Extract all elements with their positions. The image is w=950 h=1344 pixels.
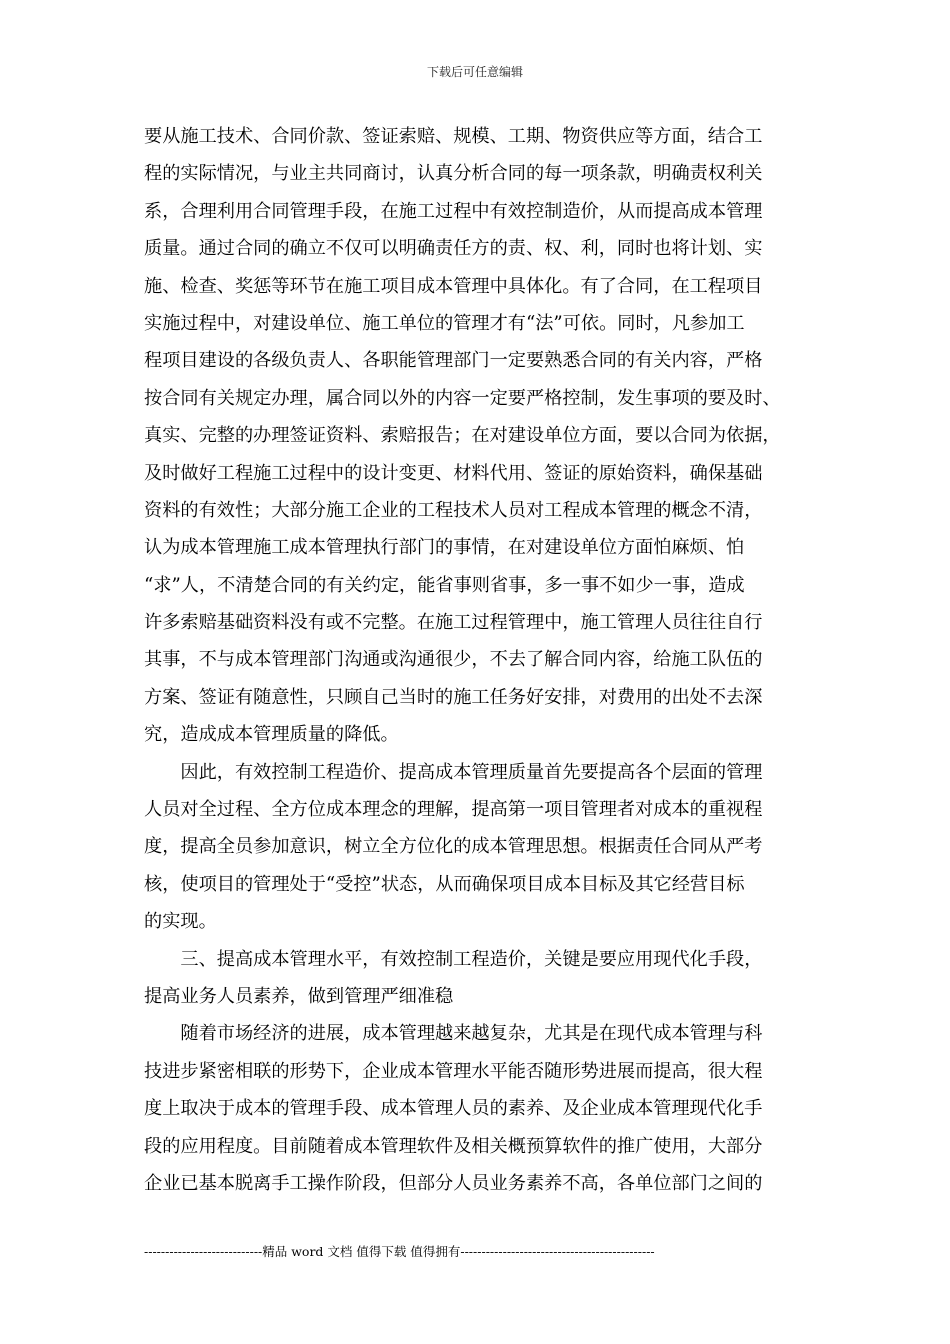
text-line: 认为成本管理施工成本管理执行部门的事情，在对建设单位方面怕麻烦、怕 <box>144 537 745 559</box>
section-heading-line: 三、提高成本管理水平，有效控制工程造价，关键是要应用现代化手段， <box>144 948 763 970</box>
text-line: 企业已基本脱离手工操作阶段，但部分人员业务素养不高，各单位部门之间的 <box>144 1172 763 1194</box>
text-line: 度，提高全员参加意识，树立全方位化的成本管理思想。根据责任合同从严考 <box>144 836 763 858</box>
text-line: 究，造成成本管理质量的降低。 <box>144 724 399 746</box>
paragraph-start-line: 随着市场经济的进展，成本管理越来越复杂，尤其是在现代成本管理与科 <box>144 1023 763 1045</box>
text-line: 真实、完整的办理签证资料、索赔报告；在对建设单位方面，要以合同为依据， <box>144 425 781 447</box>
text-line: 要从施工技术、合同价款、签证索赔、规模、工期、物资供应等方面，结合工 <box>144 126 763 147</box>
text-line: 系，合理利用合同管理手段，在施工过程中有效控制造价，从而提高成本管理 <box>144 200 763 222</box>
text-line: 实施过程中，对建设单位、施工单位的管理才有“法”可依。同时，凡参加工 <box>144 312 745 334</box>
page-footer: ----------------------------精品 word 文档 值得下载 值得拥有---------------------------------------------- <box>144 1244 655 1259</box>
text-line: 技进步紧密相联的形势下，企业成本管理水平能否随形势进展而提高，很大程 <box>144 1060 763 1082</box>
text-line: 程的实际情况，与业主共同商讨，认真分析合同的每一项条款，明确责权利关 <box>144 163 763 185</box>
text-line: 方案、签证有随意性，只顾自己当时的施工任务好安排，对费用的出处不去深 <box>144 686 763 708</box>
text-line: 程项目建设的各级负责人、各职能管理部门一定要熟悉合同的有关内容，严格 <box>144 350 763 372</box>
text-line: 度上取决于成本的管理手段、成本管理人员的素养、及企业成本管理现代化手 <box>144 1098 763 1120</box>
text-line: 其事，不与成本管理部门沟通或沟通很少，不去了解合同内容，给施工队伍的 <box>144 649 763 671</box>
text-line: 核，使项目的管理处于“受控”状态，从而确保项目成本目标及其它经营目标 <box>144 873 745 895</box>
text-line: 的实现。 <box>144 911 217 933</box>
text-line: “求”人，不清楚合同的有关约定，能省事则省事，多一事不如少一事，造成 <box>144 574 745 596</box>
text-line: 人员对全过程、全方位成本理念的理解，提高第一项目管理者对成本的重视程 <box>144 799 763 821</box>
text-line: 段的应用程度。目前随着成本管理软件及相关概预算软件的推广使用，大部分 <box>144 1135 763 1157</box>
text-line: 施、检查、奖惩等环节在施工项目成本管理中具体化。有了合同，在工程项目 <box>144 275 763 297</box>
section-heading-line: 提高业务人员素养，做到管理严细准稳 <box>144 985 454 1007</box>
text-line: 许多索赔基础资料没有或不完整。在施工过程管理中，施工管理人员往往自行 <box>144 612 763 634</box>
text-line: 质量。通过合同的确立不仅可以明确责任方的责、权、利，同时也将计划、实 <box>144 238 763 260</box>
text-line: 按合同有关规定办理，属合同以外的内容一定要严格控制，发生事项的要及时、 <box>144 387 781 409</box>
text-line: 及时做好工程施工过程中的设计变更、材料代用、签证的原始资料，确保基础 <box>144 462 763 484</box>
paragraph-start-line: 因此，有效控制工程造价、提高成本管理质量首先要提高各个层面的管理 <box>144 761 763 783</box>
body-text <box>144 118 824 1202</box>
text-line: 资料的有效性；大部分施工企业的工程技术人员对工程成本管理的概念不清， <box>144 499 763 521</box>
page-header: 下载后可任意编辑 <box>426 65 523 79</box>
